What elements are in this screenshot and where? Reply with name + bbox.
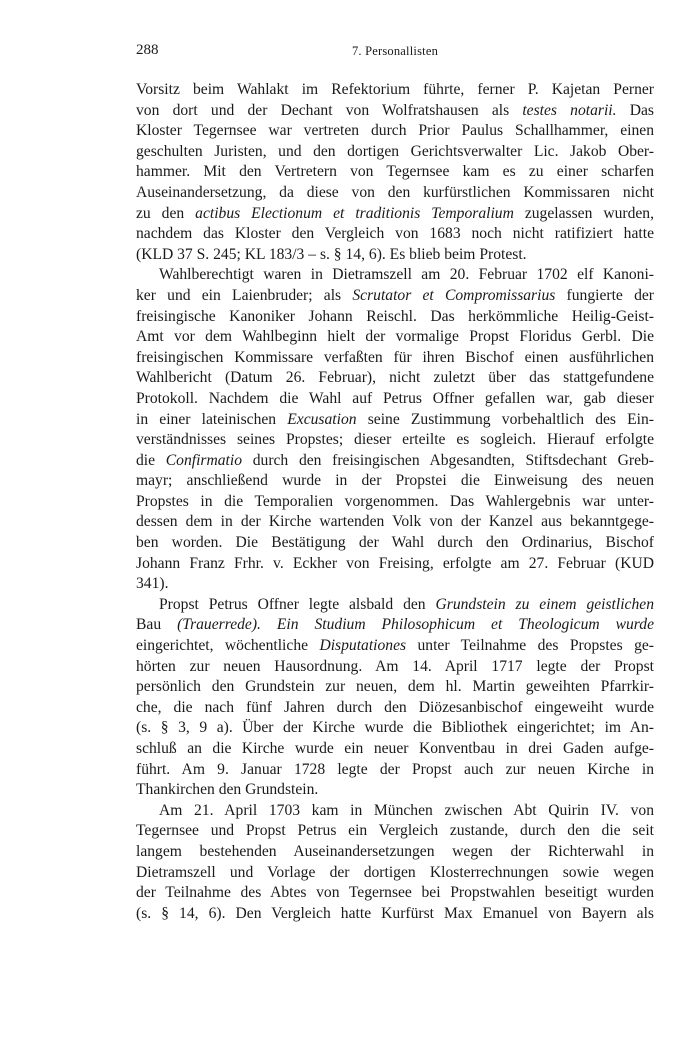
text-run: in einer lateinischen [136, 410, 288, 428]
text-line [136, 451, 654, 472]
text-line [136, 162, 654, 183]
text-run: Amt vor dem Wahlbeginn hielt der vormalige Propst Floridus Gerbl. Die [136, 328, 654, 346]
text-run: Thankirchen den Grundstein. [136, 781, 319, 799]
text-line [136, 698, 654, 719]
text-run: freisingischen Kommissare verfaßten für ihren Bischof einen ausführlichen [136, 348, 654, 366]
text-run: seine Zustimmung vorbehaltlich des Ein- [356, 410, 654, 428]
italic-phrase: Scrutator et Compromissarius [352, 286, 556, 304]
text-run: Wahlbericht (Datum 26. Februar), nicht zuletzt über das stattgefundene [136, 369, 654, 387]
text-line [136, 183, 654, 204]
page-number: 288 [136, 42, 159, 58]
text-run: Propstes in die Temporalien vorgenommen. Das Wahlergebnis war unter- [136, 492, 654, 510]
text-run: unter Teilnahme des Propstes ge- [406, 637, 654, 655]
text-line [136, 368, 654, 389]
running-head: 7. Personallisten [351, 44, 439, 58]
text-line [136, 554, 654, 575]
text-line [136, 389, 654, 410]
text-run: die [136, 451, 166, 469]
body-text [136, 80, 654, 924]
text-run: ker und ein Laienbruder; als [136, 286, 353, 304]
text-run: Johann Franz Frhr. v. Eckher von Freising, erfolgte am 27. Februar (KUD [136, 554, 654, 572]
text-line [136, 101, 654, 122]
text-line [136, 265, 654, 286]
text-line [136, 801, 654, 822]
text-run: Propst Petrus Offner legte alsbald den [159, 595, 436, 613]
text-run: hammer. Mit den Vertretern von Tegernsee kam es zu einer scharfen [136, 163, 654, 181]
text-run: (s. § 14, 6). Den Vergleich hatte Kurfürst Max Emanuel von Bayern als [136, 904, 654, 922]
page-header [136, 42, 654, 66]
text-line [136, 492, 654, 513]
text-line [136, 410, 654, 431]
text-run: Kloster Tegernsee war vertreten durch Prior Paulus Schallhammer, einen [136, 122, 654, 140]
text-run: hörten zur neuen Hausordnung. Am 14. April 1717 legte der Propst [136, 657, 654, 675]
text-line [136, 760, 654, 781]
text-line [136, 121, 654, 142]
text-run: Bau [136, 616, 162, 634]
text-run: ben worden. Die Bestätigung der Wahl durch den Ordinarius, Bischof [136, 534, 654, 552]
text-run: Auseinandersetzung, da diese von den kurfürstlichen Kommissaren nicht [136, 183, 654, 201]
text-run: zu den [136, 204, 196, 222]
text-line [136, 863, 654, 884]
italic-phrase: testes notarii. [522, 101, 617, 119]
text-run: von dort und der Dechant von Wolfratshausen als [136, 101, 523, 119]
text-run: che, die nach fünf Jahren durch den Diözesanbischof eingeweiht wurde [136, 698, 654, 716]
text-run: Das [616, 101, 654, 119]
text-line [136, 821, 654, 842]
text-run: Protokoll. Nachdem die Wahl auf Petrus Offner gefallen war, gab dieser [136, 389, 654, 407]
text-run: persönlich den Grundstein zur neuen, dem hl. Martin geweihten Pfarrkir- [136, 678, 654, 696]
text-run: eingerichtet, wöchentliche [136, 637, 320, 655]
text-run: 341). [136, 575, 169, 593]
text-run: zugelassen wurden, [513, 204, 654, 222]
italic-phrase: actibus Electionum et traditionis Temporalium [195, 204, 514, 222]
text-line [136, 533, 654, 554]
text-line [136, 677, 654, 698]
text-run: (s. § 3, 9 a). Über der Kirche wurde die Bibliothek eingerichtet; im An- [136, 719, 654, 737]
text-run: führt. Am 9. Januar 1728 legte der Propst auch zur neuen Kirche in [136, 760, 654, 778]
text-run: verständnisses seines Propstes; dieser erteilte es sogleich. Hierauf erfolgte [136, 431, 654, 449]
text-run: freisingische Kanoniker Johann Reischl. Das herkömmliche Heilig-Geist- [136, 307, 654, 325]
text-line [136, 595, 654, 616]
text-line [136, 718, 654, 739]
text-line [136, 739, 654, 760]
text-run: dessen dem in der Kirche wartenden Volk von der Kanzel aus bekanntgege- [136, 513, 654, 531]
text-line [136, 307, 654, 328]
text-line [136, 842, 654, 863]
italic-phrase: Disputationes [319, 637, 407, 655]
text-line [136, 286, 654, 307]
text-line [136, 348, 654, 369]
text-line [136, 471, 654, 492]
text-run: nachdem das Kloster den Vergleich von 1683 noch nicht ratifiziert hatte [136, 225, 654, 243]
text-line [136, 245, 654, 266]
text-line [136, 636, 654, 657]
text-run: Am 21. April 1703 kam in München zwischen Abt Quirin IV. von [159, 801, 654, 819]
text-line [136, 883, 654, 904]
text-line [136, 615, 654, 636]
text-run: durch den freisingischen Abgesandten, Stiftsdechant Greb- [242, 451, 654, 469]
text-line [136, 224, 654, 245]
text-line [136, 512, 654, 533]
text-run: Vorsitz beim Wahlakt im Refektorium führte, ferner P. Kajetan Perner [136, 81, 654, 98]
text-run: Dietramszell und Vorlage der dortigen Klosterrechnungen sowie wegen [136, 863, 654, 881]
text-run: fungierte der [555, 286, 654, 304]
text-line [136, 204, 654, 225]
text-line [136, 142, 654, 163]
text-run: der Teilnahme des Abtes von Tegernsee bei Propstwahlen beseitigt wurden [136, 884, 654, 902]
text-run: Tegernsee und Propst Petrus ein Vergleich zustande, durch den die seit [136, 822, 654, 840]
text-line [136, 80, 654, 101]
text-line [136, 574, 654, 595]
text-run: schluß an die Kirche wurde ein neuer Konventbau in drei Gaden aufge- [136, 740, 654, 757]
text-run: langem bestehenden Auseinandersetzungen wegen der Richterwahl in [136, 842, 654, 860]
italic-phrase: Excusation [287, 410, 357, 428]
italic-phrase: (Trauerrede). Ein Studium Philosophicum et Theologicum wurde [161, 616, 654, 634]
italic-phrase: Grundstein zu einem geistlichen [435, 595, 654, 613]
text-line [136, 657, 654, 678]
text-run: geschulten Juristen, und den dortigen Gerichtsverwalter Lic. Jakob Ober- [136, 142, 654, 160]
text-line [136, 780, 654, 801]
text-line [136, 904, 654, 925]
italic-phrase: Confirmatio [165, 451, 243, 469]
text-run: Wahlberechtigt waren in Dietramszell am 20. Februar 1702 elf Kanoni- [159, 266, 654, 284]
text-line [136, 430, 654, 451]
text-line [136, 327, 654, 348]
text-run: (KLD 37 S. 245; KL 183/3 – s. § 14, 6). Es blieb beim Protest. [136, 245, 527, 263]
text-run: mayr; anschließend wurde in der Propstei die Einweisung des neuen [136, 472, 654, 490]
